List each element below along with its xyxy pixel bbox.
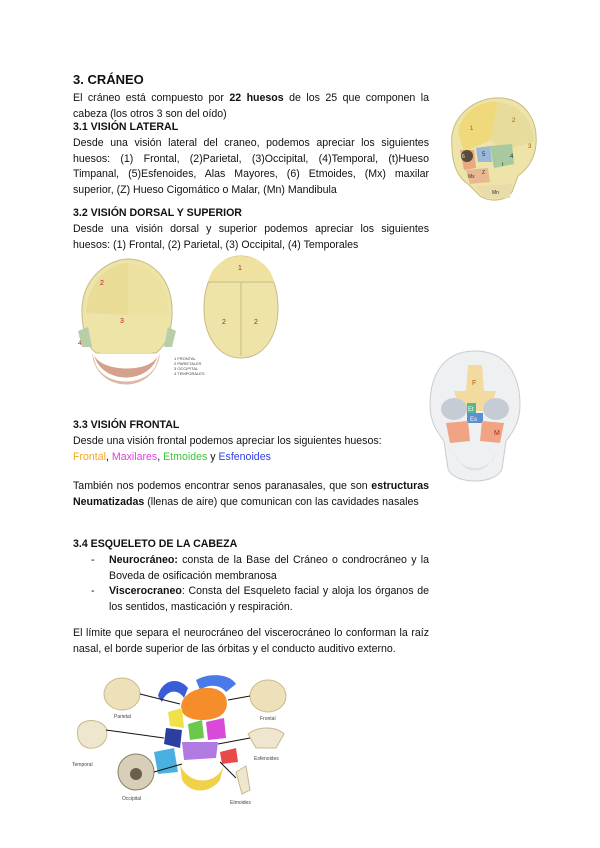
bone-maxilares: Maxilares <box>111 451 158 463</box>
intro-text: El cráneo está compuesto por <box>73 92 230 104</box>
lateral-label-mx: Mx <box>468 174 475 180</box>
separator: , <box>105 451 112 463</box>
dorsal-back-label-2: 2 <box>100 280 104 287</box>
intro-paragraph <box>73 91 429 122</box>
dorsal-legend-item: 3 OCCIPITAL <box>174 366 199 371</box>
heading-lateral: 3.1 VISIÓN LATERAL <box>73 121 179 133</box>
senos-text-end: (llenas de aire) que comunican con las cavidades nasales <box>144 495 419 508</box>
dorsal-legend-item: 2 PARIETALES <box>174 361 202 366</box>
dorsal-legend <box>174 356 222 376</box>
diagram-label-esfenoides: Esfenoides <box>254 756 279 762</box>
lateral-label-3: 3 <box>528 144 532 150</box>
heading-dorsal: 3.2 VISIÓN DORSAL Y SUPERIOR <box>73 207 242 219</box>
dorsal-back-skull-image <box>72 255 180 403</box>
dorsal-top-label-2a: 2 <box>222 319 226 326</box>
intro-text-end: de los 25 que componen la cabeza (los otros 3 son del oído) <box>73 92 429 120</box>
bone-esfenoides: Esfenoides <box>218 451 271 463</box>
frontal-skull-image <box>420 345 530 493</box>
dorsal-back-label-3: 3 <box>120 318 124 325</box>
frontal-label-f: F <box>472 380 477 387</box>
heading-frontal: 3.3 VISIÓN FRONTAL <box>73 419 180 431</box>
lateral-label-6: 6 <box>462 154 465 160</box>
lateral-label-z: Z <box>482 170 486 176</box>
dorsal-back-label-4: 4 <box>78 341 82 347</box>
list-item-text: consta de la Base del Cráneo o condrocráneo y la Boveda de osificación membranosa <box>109 554 429 582</box>
separator: y <box>207 451 219 463</box>
list-dash: - <box>91 585 95 597</box>
diagram-label-parietal: Parietal <box>114 714 131 720</box>
limite-paragraph: El límite que separa el neurocráneo del viscerocráneo lo conforman la raíz nasal, el borde superior de las órbitas y el conducto auditivo externo. <box>73 627 429 655</box>
list-dash: - <box>91 554 95 566</box>
lateral-label-5: 5 <box>482 152 486 158</box>
frontal-bones-list <box>73 450 433 466</box>
list-item-neurocraneo <box>73 553 429 584</box>
dorsal-top-label-2b: 2 <box>254 319 258 326</box>
lateral-label-2: 2 <box>512 118 516 124</box>
dorsal-legend-item: 4 TEMPORALES <box>174 371 205 376</box>
bone-etmoides: Etmoides <box>163 451 208 463</box>
frontal-label-es: Es <box>470 417 478 423</box>
head-skeleton-diagram <box>70 668 320 810</box>
list-item-text: : Consta del Esqueleto facial y aloja los órganos de los sentidos, masticación y respiración. <box>109 585 429 613</box>
list-item-viscerocraneo <box>73 584 429 615</box>
dorsal-legend-item: 1 FRONTAL <box>174 356 196 361</box>
frontal-label-et: Et <box>468 407 474 413</box>
frontal-label-m: M <box>494 430 500 437</box>
lateral-label-1: 1 <box>470 126 474 132</box>
lateral-label-mn: Mn <box>492 190 499 196</box>
separator: , <box>157 451 164 463</box>
bone-frontal: Frontal <box>73 451 106 463</box>
dorsal-paragraph: Desde una visión dorsal y superior podemos apreciar los siguientes huesos: (1) Frontal, (2) Parietal, (3) Occipital, (4) Temporales <box>73 223 429 251</box>
heading-esqueleto: 3.4 ESQUELETO DE LA CABEZA <box>73 538 238 550</box>
frontal-paragraph: Desde una visión frontal podemos apreciar los siguientes huesos: <box>73 435 382 447</box>
lateral-label-t: t <box>502 162 504 168</box>
dorsal-top-skull-image <box>200 252 282 362</box>
diagram-label-temporal: Temporal <box>72 762 93 768</box>
intro-bold: 22 huesos <box>229 92 284 104</box>
diagram-label-frontal: Frontal <box>260 716 276 722</box>
diagram-label-etmoides: Etmoides <box>230 800 251 806</box>
page-title: 3. CRÁNEO <box>73 72 144 87</box>
list-item-bold: Neurocráneo: <box>109 554 178 566</box>
diagram-label-occipital: Occipital <box>122 796 142 802</box>
list-item-bold: Viscerocraneo <box>109 585 182 597</box>
lateral-paragraph: Desde una visión lateral del craneo, podemos apreciar los siguientes huesos: (1) Frontal, (2)Parietal, (3)Occipital, (4)Temporal, (t)Hueso Timpanal, (5)Esfenoides, Alas Mayores, (6) Etmoides, (Mx) maxilar superior, (Z) Hueso Cigomático o Malar, (Mn) Mandibula <box>73 137 429 196</box>
dorsal-top-label-1: 1 <box>238 265 242 272</box>
esqueleto-list <box>73 553 429 615</box>
senos-text: También nos podemos encontrar senos paranasales, que son <box>73 480 372 492</box>
senos-bold: estructuras Neumatizadas <box>73 480 429 508</box>
lateral-label-4: 4 <box>510 154 514 160</box>
senos-paragraph <box>73 479 429 510</box>
lateral-skull-image <box>440 92 540 204</box>
